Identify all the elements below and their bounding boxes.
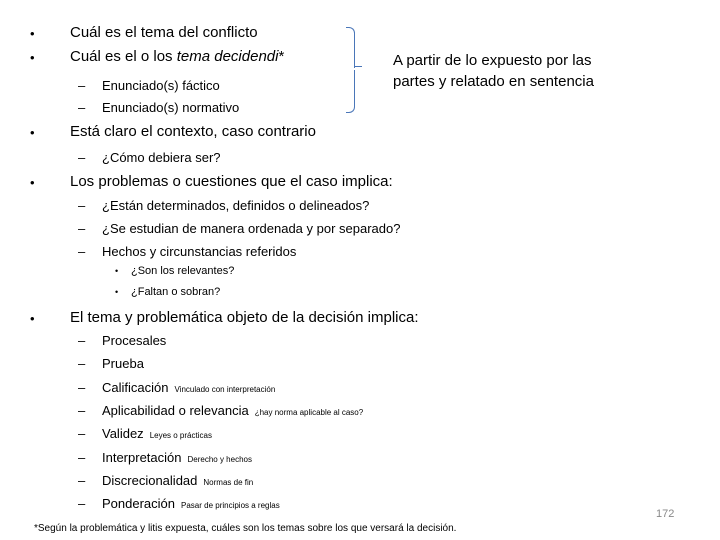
bullet-small: • [115,266,119,276]
implica-item [102,450,252,465]
sub-hechos: Hechos y circunstancias referidos [102,244,297,259]
item-tema: Cuál es el tema del conflicto [70,24,258,41]
dash: – [78,402,86,418]
implica-item-label: Discrecionalidad [102,472,198,488]
sub-como-debiera: ¿Cómo debiera ser? [102,150,221,165]
dash: – [78,356,86,372]
tema-decidendi-asterisk: * [278,48,285,65]
dash: – [78,150,86,165]
implica-item-label: Validez [102,426,144,442]
implica-item-label: Aplicabilidad o relevancia [102,402,249,418]
implica-item-label: Ponderación [102,496,175,512]
implica-item [102,473,253,488]
dash: – [78,244,86,259]
item-contexto: Está claro el contexto, caso contrario [70,123,316,140]
dash: – [78,449,86,465]
item-problemas: Los problemas o cuestiones que el caso implica: [70,173,393,190]
implica-item-note: Normas de fin [203,477,254,487]
subsub-faltan: ¿Faltan o sobran? [131,286,221,298]
tema-decidendi-prefix: Cuál es el o los [70,48,177,65]
sub-enunciado-normativo: Enunciado(s) normativo [102,100,240,115]
implica-item-note: Vinculado con interpretación [174,384,276,394]
implica-item-label: Calificación [102,379,169,395]
implica-item [102,426,212,441]
implica-item [102,403,363,418]
implica-item [102,380,275,395]
brace-note: A partir de lo expuesto por las partes y relatado en sentencia [393,52,594,90]
subsub-relevantes: ¿Son los relevantes? [131,265,235,277]
implica-item-note: Leyes o prácticas [149,431,212,441]
implica-item-label: Interpretación [102,449,182,465]
bracket-bottom [346,70,355,113]
bullet: • [30,125,35,140]
item-tema-decidendi [70,48,284,65]
dash: – [78,426,86,442]
dash: – [78,472,86,488]
footnote: *Según la problemática y litis expuesta, cuáles son los temas sobre los que versará la decisión. [34,523,457,534]
bracket-tip [354,66,362,67]
dash: – [78,333,86,348]
dash: – [78,78,86,93]
implica-item [102,333,166,348]
implica-item-note: ¿hay norma aplicable al caso? [254,407,364,417]
dash: – [78,379,86,395]
dash: – [78,100,86,115]
implica-item-label: Procesales [102,333,167,348]
sub-determinados: ¿Están determinados, definidos o delineados? [102,198,370,213]
tema-decidendi-italic: tema decidendi [176,48,279,65]
implica-item-note: Derecho y hechos [187,454,252,464]
implica-item-note: Pasar de principios a reglas [181,501,280,511]
bullet: • [30,311,35,326]
bullet: • [30,26,35,41]
bracket-top [346,27,355,68]
bullet: • [30,175,35,190]
dash: – [78,496,86,512]
implica-item-label: Prueba [102,356,144,372]
page-number: 172 [656,508,675,520]
dash: – [78,221,86,236]
bullet-small: • [115,287,119,297]
dash: – [78,198,86,213]
item-problematica: El tema y problemática objeto de la decisión implica: [70,309,419,326]
implica-item [102,356,144,371]
sub-separado: ¿Se estudian de manera ordenada y por separado? [102,221,401,236]
sub-enunciado-factico: Enunciado(s) fáctico [102,78,220,93]
implica-item [102,496,280,511]
bullet: • [30,50,35,65]
